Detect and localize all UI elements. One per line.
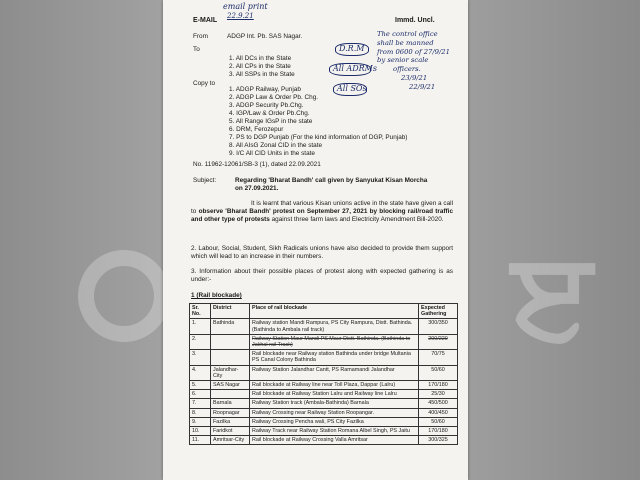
handwritten-all-adrm: All ADRMs xyxy=(333,64,377,73)
watermark-left-logo xyxy=(78,250,170,342)
to-item: 3. All SSPs in the State xyxy=(229,71,295,78)
subject-text: Regarding 'Bharat Bandh' call given by Sanyukat Kisan Morcha on 27.09.2021. xyxy=(235,177,428,192)
table-row: 10. Faridkot Railway Track near Railway Station Romana Albel Singh, PS Jaitu 170/180 xyxy=(190,427,458,436)
table-row: 5. SAS Nagar Rail blockade at Railway line near Toll Plaza, Dappar (Lalru) 170/180 xyxy=(190,381,458,390)
copy-item: 1. ADGP Railway, Punjab xyxy=(229,86,301,93)
table-row: 4. Jalandhar-City Railway Station Jalandhar Cantt, PS Ramamandi Jalandhar 50/60 xyxy=(190,365,458,380)
to-list xyxy=(229,55,295,79)
col-header-place: Place of rail blockade xyxy=(250,304,419,319)
table-row: 11. Amritsar-City Rail blockade at Railway Crossing Valla Amritsar 300/325 xyxy=(190,436,458,445)
classification-label: Immd. Uncl. xyxy=(395,17,435,24)
handwritten-all-sos: All SOs xyxy=(337,84,367,93)
copy-item: 3. ADGP Security Pb.Chg. xyxy=(229,102,304,109)
email-header: E-MAIL xyxy=(193,17,218,24)
to-item: 2. All CPs in the State xyxy=(229,63,291,70)
table-title: 1 (Rail blockade) xyxy=(191,292,242,299)
handwritten-date: 22.9.21 xyxy=(227,12,254,20)
copy-item: 5. All Range IGsP in the state xyxy=(229,118,313,125)
table-row: 7. Barnala Railway Station track (Ambala-Bathinda) Barnala 450/500 xyxy=(190,399,458,408)
paragraph-3: 3. Information about their possible places of protest along with expected gathering is as under:- xyxy=(191,268,453,283)
table-row: 1. Bathinda Railway station Mandi Rampura, PS City Rampura, Distt. Bathinda. (Bathinda to Ambala rail track) 300/350 xyxy=(190,319,458,334)
handwritten-drm: D.R.M xyxy=(339,44,365,53)
table-row: 2. Railway Station Maur Mandi PS Maur Distt. Bathinda. (Bathinda to Jakhal rail Track) 200/220 xyxy=(190,334,458,349)
paragraph-1: It is learnt that various Kisan unions active in the state have given a call to observe 'Bharat Bandh' protest on September 27, 2021 by blocking rail/road traffic and other type of protests against three farm laws and Electricity Amendment Bill-2020. xyxy=(191,200,453,223)
rail-blockade-table xyxy=(189,303,458,445)
reference-number: No. 11962-12061/SB-3 (1), dated 22.09.2021 xyxy=(193,161,321,168)
document-page xyxy=(163,0,468,480)
handwritten-circle xyxy=(333,83,367,96)
subject-label: Subject: xyxy=(193,177,217,184)
paragraph-2: 2. Labour, Social, Student, Sikh Radicals unions have also decided to provide them support which will lead to an increase in their numbers. xyxy=(191,245,453,260)
copy-item: 7. PS to DGP Punjab (For the kind information of DGP, Punjab) xyxy=(229,134,408,141)
table-header-row xyxy=(190,304,458,319)
copy-item: 8. All AIsG Zonal CID in the state xyxy=(229,142,323,149)
from-label: From xyxy=(193,33,208,40)
copy-item: 6. DRM, Ferozepur xyxy=(229,126,284,133)
to-item: 1. All DCs in the State xyxy=(229,55,292,62)
to-label: To xyxy=(193,46,200,53)
handwritten-note: The control office shall be manned from 0600 of 27/9/21 by senior scale officers. 23/9/21 22/9/21 xyxy=(377,30,450,91)
copy-list xyxy=(229,86,407,158)
table-row: 8. Roopnagar Railway Crossing near Railway Station Roopangar. 400/450 xyxy=(190,408,458,417)
table-row: 3. Rail blockade near Railway station Bathinda under bridge Multania PS Canal Colony Bathinda 70/75 xyxy=(190,350,458,365)
copy-item: 4. IGP/Law & Order Pb.Chg. xyxy=(229,110,310,117)
copy-label: Copy to xyxy=(193,80,216,87)
table-row: 9. Fazilka Railway Crossing Pencha wali, PS City Fazilka 50/60 xyxy=(190,417,458,426)
handwritten-email-print: email print xyxy=(223,2,268,11)
handwritten-circle xyxy=(335,43,369,56)
col-header-gathering: Expected Gathering xyxy=(419,304,458,319)
col-header-sr: Sr. No. xyxy=(190,304,211,319)
table-row: 6. Rail blockade at Railway Station Lalru and Railway line Lalru 25/30 xyxy=(190,390,458,399)
copy-item: 2. ADGP Law & Order Pb. Chg. xyxy=(229,94,319,101)
col-header-district: District xyxy=(211,304,250,319)
watermark-right-logo: ੲ xyxy=(512,226,592,365)
handwritten-circle xyxy=(329,63,371,76)
copy-item: 9. I/C All CID Units in the state xyxy=(229,150,315,157)
from-value: ADGP Int. Pb. SAS Nagar. xyxy=(227,33,303,40)
